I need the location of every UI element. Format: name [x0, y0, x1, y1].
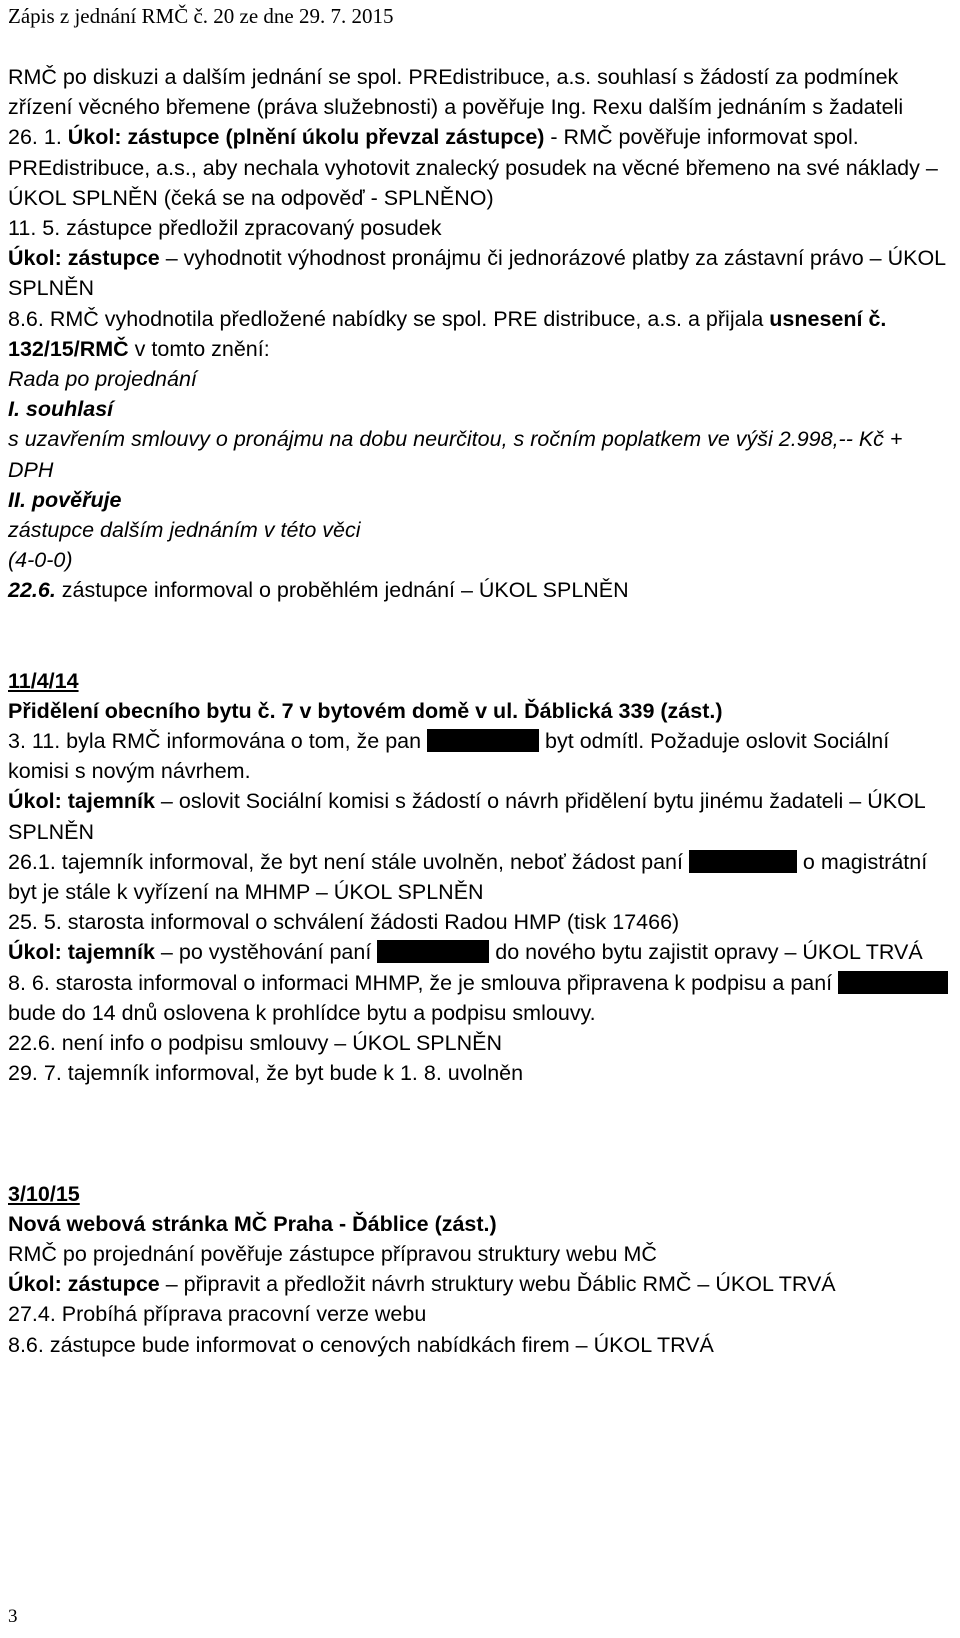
s2-paragraph-1: [8, 726, 952, 786]
s1-p5-resolution: usnesení č. 132/15/RMČ: [8, 306, 887, 361]
s3-paragraph-4: 8.6. zástupce bude informovat o cenových nabídkách firem – ÚKOL TRVÁ: [8, 1332, 714, 1357]
document-body: [8, 62, 952, 1360]
s1-p2-date: 26. 1.: [8, 125, 68, 150]
redacted-name: [689, 850, 797, 873]
s2-p2-text: – oslovit Sociální komisi s žádostí o návrh přidělení bytu jinému žadateli – ÚKOL SPLNĚN: [8, 789, 925, 844]
s1-p4-text: – vyhodnotit výhodnost pronájmu či jednorázové platby za zástavní právo – ÚKOL SPLNĚN: [8, 246, 946, 301]
s3-code: 3/10/15: [8, 1181, 80, 1206]
s2-p3-text-a: 26.1. tajemník informoval, že byt není stále uvolněn, neboť žádost paní: [8, 849, 689, 874]
s2-p6-text-a: 8. 6. starosta informoval o informaci MHMP, že je smlouva připravena k podpisu a paní: [8, 970, 839, 995]
resolution-line-2: I. souhlasí: [8, 397, 114, 422]
page-header-title: Zápis z jednání RMČ č. 20 ze dne 29. 7. 2015: [8, 4, 394, 28]
s3-paragraph-3: 27.4. Probíhá příprava pracovní verze webu: [8, 1302, 427, 1327]
s1-paragraph-2: [8, 122, 952, 213]
s2-paragraph-2: [8, 786, 952, 846]
resolution-line-4: II. pověřuje: [8, 487, 122, 512]
s2-p2-task-label: Úkol: tajemník: [8, 789, 155, 814]
s2-p3-text-b: o magistrátní byt je stále k vyřízení na MHMP – ÚKOL SPLNĚN: [8, 849, 928, 905]
s2-paragraph-6: [8, 968, 952, 1028]
s3-p2-task-label: Úkol: zástupce: [8, 1272, 160, 1297]
s1-p2-text: - RMČ pověřuje informovat spol. PREdistribuce, a.s., aby nechala vyhotovit znalecký posudek na věcné břemeno na své náklady – ÚKOL SPLNĚN (čeká se na odpověď - SPLNĚNO): [8, 125, 938, 210]
s2-p5-text-b: do nového bytu zajistit opravy – ÚKOL TRVÁ: [489, 940, 923, 965]
s2-title: Přidělení obecního bytu č. 7 v bytovém domě v ul. Ďáblická 339 (zást.): [8, 698, 723, 723]
s3-title: Nová webová stránka MČ Praha - Ďáblice (zást.): [8, 1211, 497, 1236]
s2-paragraph-7: 22.6. není info o podpisu smlouvy – ÚKOL SPLNĚN: [8, 1031, 502, 1056]
s2-paragraph-3: [8, 847, 952, 907]
redacted-name: [377, 940, 489, 963]
s1-p2-task-label: Úkol: zástupce (plnění úkolu převzal zástupce): [67, 125, 545, 150]
resolution-vote: (4-0-0): [8, 548, 73, 573]
s1-p6-date: 22.6.: [8, 578, 56, 603]
s1-p5-tail: v tomto znění:: [128, 336, 270, 361]
s3-paragraph-2: [8, 1269, 952, 1299]
section-spacer: [8, 1149, 952, 1179]
s1-p4-task-label: Úkol: zástupce: [8, 246, 160, 271]
s1-paragraph-4: [8, 243, 952, 303]
s1-paragraph-6: [8, 575, 952, 605]
s2-paragraph-8: 29. 7. tajemník informoval, že byt bude k 1. 8. uvolněn: [8, 1061, 524, 1086]
s2-code: 11/4/14: [8, 668, 79, 693]
redacted-name: [838, 971, 948, 994]
s2-paragraph-5: [8, 937, 952, 967]
s2-p5-task-label: Úkol: tajemník: [8, 940, 155, 965]
s2-p1-text-b: byt odmítl. Požaduje oslovit Sociální komisi s novým návrhem.: [8, 729, 890, 784]
s3-paragraph-1: RMČ po projednání pověřuje zástupce přípravou struktury webu MČ: [8, 1241, 657, 1266]
s1-paragraph-3: 11. 5. zástupce předložil zpracovaný posudek: [8, 216, 442, 241]
s2-p6-text-b: bude do 14 dnů oslovena k prohlídce bytu a podpisu smlouvy.: [8, 1000, 596, 1025]
s1-p5-text: 8.6. RMČ vyhodnotila předložené nabídky se spol. PRE distribuce, a.s. a přijala: [8, 306, 770, 331]
section-spacer: [8, 1089, 952, 1149]
resolution-line-1: Rada po projednání: [8, 367, 197, 392]
redacted-name: [427, 729, 539, 752]
resolution-line-3: s uzavřením smlouvy o pronájmu na dobu neurčitou, s ročním poplatkem ve výši 2.998,-- Kč + DPH: [8, 427, 903, 482]
s1-paragraph-5: [8, 304, 952, 364]
page-number: 3: [8, 1606, 18, 1627]
s1-p6-text: zástupce informoval o proběhlém jednání – ÚKOL SPLNĚN: [55, 578, 629, 603]
s1-paragraph-1: RMČ po diskuzi a dalším jednání se spol. PREdistribuce, a.s. souhlasí s žádostí za podmínek zřízení věcného břemene (práva služebnosti) a pověřuje Ing. Rexu dalším jednáním s žadateli: [8, 65, 904, 120]
s2-paragraph-4: 25. 5. starosta informoval o schválení žádosti Radou HMP (tisk 17466): [8, 910, 680, 935]
s3-p2-text: – připravit a předložit návrh struktury webu Ďáblic RMČ – ÚKOL TRVÁ: [159, 1272, 836, 1297]
s2-p5-text-a: – po vystěhování paní: [154, 940, 378, 965]
section-spacer: [8, 606, 952, 666]
s2-p1-text-a: 3. 11. byla RMČ informována o tom, že pan: [8, 729, 428, 754]
resolution-line-5: zástupce dalším jednáním v této věci: [8, 518, 361, 543]
